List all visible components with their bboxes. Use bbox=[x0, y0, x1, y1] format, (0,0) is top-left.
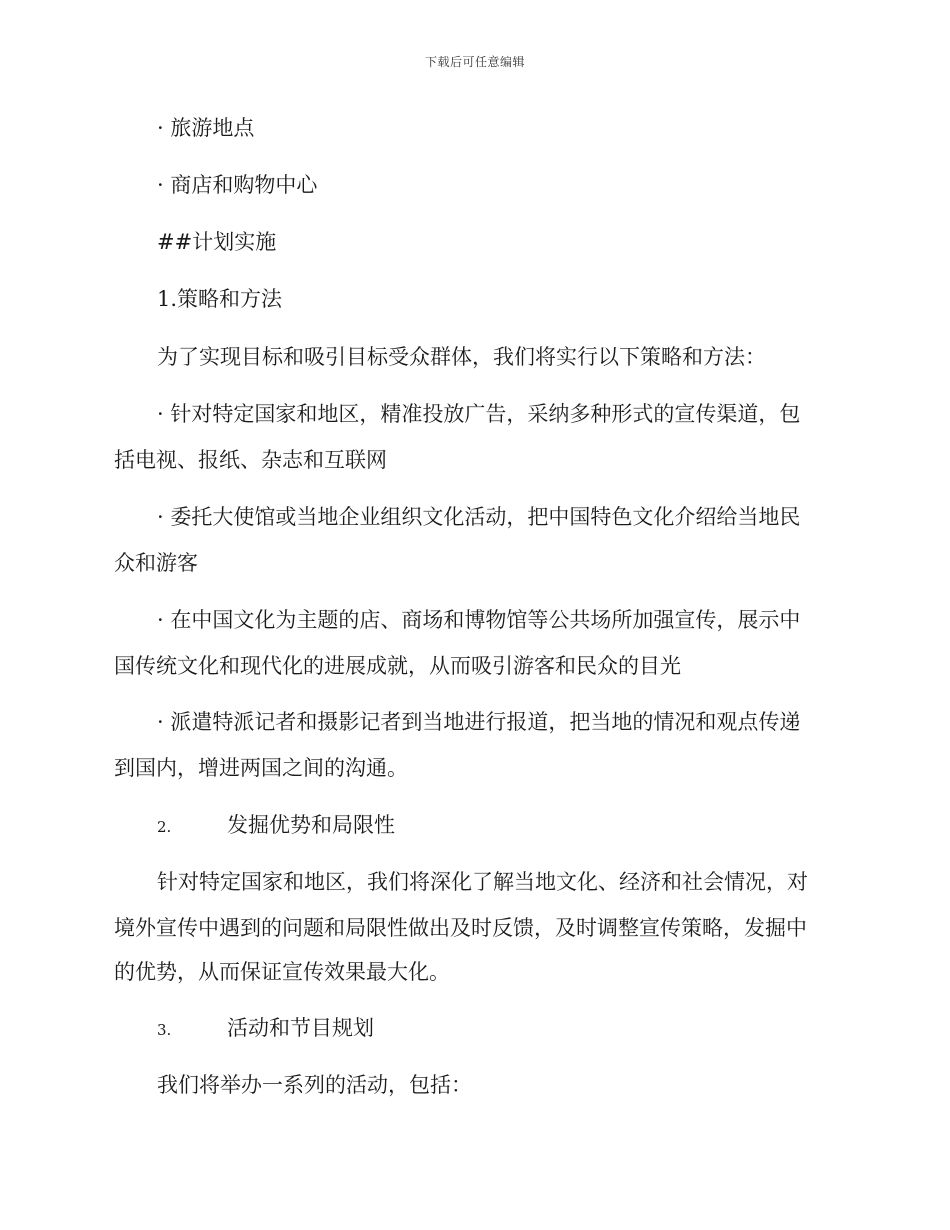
section1-title: 1.策略和方法 bbox=[157, 287, 283, 311]
item3-line1: · 在中国文化为主题的店、商场和博物馆等公共场所加强宣传，展示中 bbox=[157, 608, 801, 632]
intro-strategies: 为了实现目标和吸引目标受众群体，我们将实行以下策略和方法： bbox=[157, 345, 766, 369]
section3-title: 活动和节目规划 bbox=[227, 1016, 374, 1040]
item4-line2: 到国内，增进两国之间的沟通。 bbox=[114, 756, 408, 780]
para3-line1: 我们将举办一系列的活动，包括： bbox=[157, 1073, 472, 1097]
section3-number: 3. bbox=[157, 1021, 172, 1039]
para2-line1: 针对特定国家和地区，我们将深化了解当地文化、经济和社会情况，对 bbox=[157, 870, 808, 894]
item2-line2: 众和游客 bbox=[114, 551, 198, 575]
heading-implementation: ##计划实施 bbox=[157, 230, 277, 254]
bullet-shops: · 商店和购物中心 bbox=[157, 173, 318, 197]
para2-line3: 的优势，从而保证宣传效果最大化。 bbox=[114, 960, 450, 984]
bullet-tourism: · 旅游地点 bbox=[157, 116, 255, 140]
section3-heading bbox=[157, 1005, 877, 1053]
section2-heading bbox=[157, 802, 877, 850]
item4-line1: · 派遣特派记者和摄影记者到当地进行报道，把当地的情况和观点传递 bbox=[157, 710, 801, 734]
section2-number: 2. bbox=[157, 818, 172, 836]
item1-line1: · 针对特定国家和地区，精准投放广告，采纳多种形式的宣传渠道，包 bbox=[157, 402, 801, 426]
section2-title: 发掘优势和局限性 bbox=[227, 813, 395, 837]
item3-line2: 国传统文化和现代化的进展成就，从而吸引游客和民众的目光 bbox=[114, 654, 681, 678]
item2-line1: · 委托大使馆或当地企业组织文化活动，把中国特色文化介绍给当地民 bbox=[157, 505, 801, 529]
item1-line2: 括电视、报纸、杂志和互联网 bbox=[114, 448, 387, 472]
para2-line2: 境外宣传中遇到的问题和局限性做出及时反馈，及时调整宣传策略，发掘中 bbox=[114, 916, 807, 940]
page-header: 下载后可任意编辑 bbox=[424, 55, 525, 69]
